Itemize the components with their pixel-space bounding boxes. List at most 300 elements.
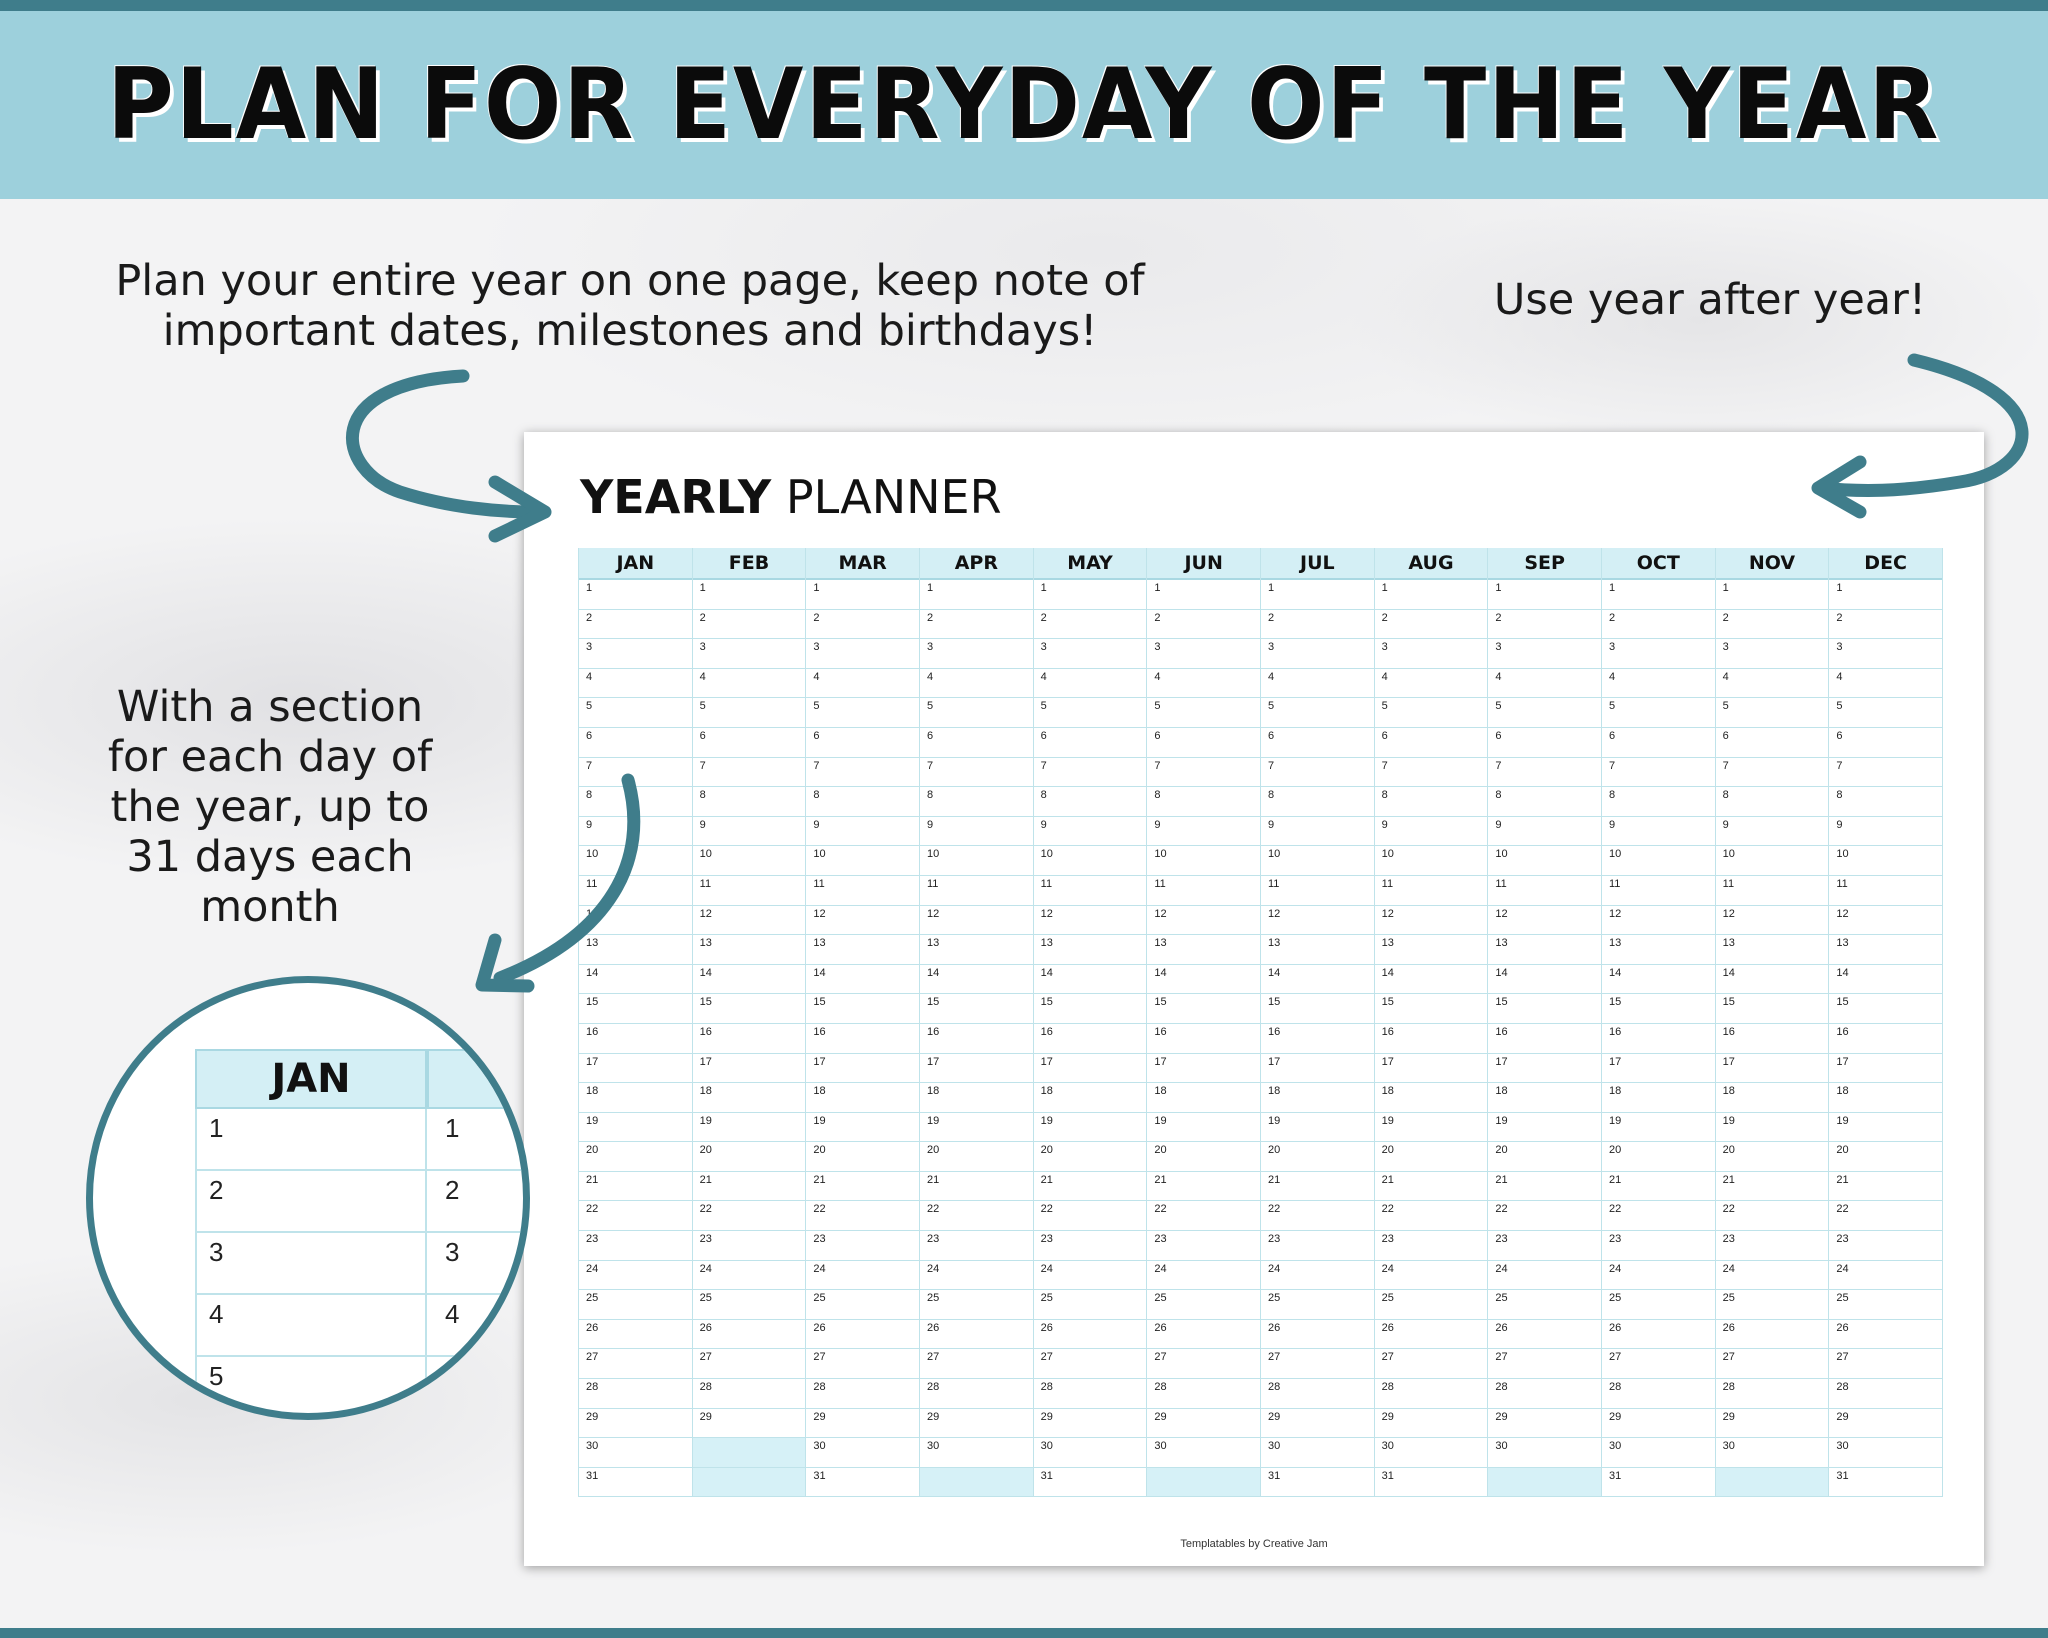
day-cell: 14 bbox=[920, 965, 1033, 995]
day-cell: 15 bbox=[579, 994, 692, 1024]
day-cell: 21 bbox=[1261, 1172, 1374, 1202]
day-cell: 28 bbox=[1261, 1379, 1374, 1409]
day-cell: 16 bbox=[579, 1024, 692, 1054]
day-cell: 10 bbox=[1261, 846, 1374, 876]
day-cell: 19 bbox=[579, 1113, 692, 1143]
day-cell: 27 bbox=[1829, 1349, 1942, 1379]
day-cell: 25 bbox=[1034, 1290, 1147, 1320]
day-cell: 3 bbox=[920, 639, 1033, 669]
day-cell: 12 bbox=[920, 906, 1033, 936]
day-cell: 12 bbox=[1716, 906, 1829, 936]
day-cell: 5 bbox=[1716, 698, 1829, 728]
day-cell: 17 bbox=[1375, 1054, 1488, 1084]
day-cell: 30 bbox=[1147, 1438, 1260, 1468]
month-header: SEP bbox=[1488, 548, 1601, 580]
day-cell: 13 bbox=[1261, 935, 1374, 965]
day-cell: 14 bbox=[1034, 965, 1147, 995]
day-cell: 17 bbox=[1829, 1054, 1942, 1084]
day-cell: 22 bbox=[806, 1201, 919, 1231]
day-cell: 16 bbox=[806, 1024, 919, 1054]
day-cell: 18 bbox=[1261, 1083, 1374, 1113]
day-cell: 22 bbox=[920, 1201, 1033, 1231]
day-cell: 12 bbox=[1375, 906, 1488, 936]
day-cell: 13 bbox=[1488, 935, 1601, 965]
day-cell: 29 bbox=[1716, 1409, 1829, 1439]
day-cell: 31 bbox=[806, 1468, 919, 1498]
zoom-day-row: 5 bbox=[195, 1357, 427, 1419]
day-cell: 6 bbox=[1147, 728, 1260, 758]
day-cell: 23 bbox=[1375, 1231, 1488, 1261]
month-header: JUN bbox=[1147, 548, 1260, 580]
day-cell: 22 bbox=[579, 1201, 692, 1231]
day-cell: 29 bbox=[1034, 1409, 1147, 1439]
day-cell: 10 bbox=[1829, 846, 1942, 876]
day-cell: 27 bbox=[1602, 1349, 1715, 1379]
day-cell: 8 bbox=[1375, 787, 1488, 817]
day-cell: 3 bbox=[1829, 639, 1942, 669]
day-cell: 1 bbox=[1602, 580, 1715, 610]
day-cell: 2 bbox=[1829, 610, 1942, 640]
day-cell: 9 bbox=[1147, 817, 1260, 847]
day-cell: 9 bbox=[693, 817, 806, 847]
day-cell: 21 bbox=[1034, 1172, 1147, 1202]
day-cell: 1 bbox=[1716, 580, 1829, 610]
day-cell: 20 bbox=[1375, 1142, 1488, 1172]
day-cell: 24 bbox=[1829, 1261, 1942, 1291]
day-cell: 29 bbox=[1829, 1409, 1942, 1439]
day-cell: 3 bbox=[1375, 639, 1488, 669]
day-cell: 30 bbox=[579, 1438, 692, 1468]
day-cell: 17 bbox=[1147, 1054, 1260, 1084]
day-cell: 27 bbox=[1034, 1349, 1147, 1379]
day-cell: 10 bbox=[1602, 846, 1715, 876]
day-cell: 4 bbox=[1716, 669, 1829, 699]
day-cell: 22 bbox=[1261, 1201, 1374, 1231]
day-cell: 5 bbox=[806, 698, 919, 728]
day-cell: 17 bbox=[1261, 1054, 1374, 1084]
day-cell: 22 bbox=[1602, 1201, 1715, 1231]
day-cell: 25 bbox=[1829, 1290, 1942, 1320]
day-cell: 19 bbox=[1034, 1113, 1147, 1143]
day-cell: 5 bbox=[1829, 698, 1942, 728]
day-cell: 22 bbox=[1716, 1201, 1829, 1231]
day-cell: 18 bbox=[693, 1083, 806, 1113]
day-cell: 4 bbox=[1829, 669, 1942, 699]
day-cell: 22 bbox=[1034, 1201, 1147, 1231]
day-cell: 3 bbox=[1261, 639, 1374, 669]
day-cell: 11 bbox=[693, 876, 806, 906]
day-cell: 13 bbox=[920, 935, 1033, 965]
day-cell: 7 bbox=[1261, 758, 1374, 788]
day-cell: 4 bbox=[1488, 669, 1601, 699]
caption-reuse: Use year after year! bbox=[1493, 275, 1927, 325]
day-cell: 15 bbox=[1147, 994, 1260, 1024]
day-cell: 9 bbox=[1716, 817, 1829, 847]
day-cell: 1 bbox=[1034, 580, 1147, 610]
day-cell: 23 bbox=[579, 1231, 692, 1261]
day-cell: 13 bbox=[1829, 935, 1942, 965]
day-cell: 14 bbox=[1602, 965, 1715, 995]
day-cell: 30 bbox=[1034, 1438, 1147, 1468]
day-cell: 24 bbox=[579, 1261, 692, 1291]
day-cell: 31 bbox=[579, 1468, 692, 1498]
day-cell: 16 bbox=[920, 1024, 1033, 1054]
day-cell: 27 bbox=[579, 1349, 692, 1379]
day-cell: 26 bbox=[693, 1320, 806, 1350]
day-cell: 2 bbox=[1602, 610, 1715, 640]
day-cell: 25 bbox=[1147, 1290, 1260, 1320]
day-cell: 10 bbox=[1147, 846, 1260, 876]
day-cell: 2 bbox=[1261, 610, 1374, 640]
day-cell: 9 bbox=[1829, 817, 1942, 847]
day-cell: 12 bbox=[1261, 906, 1374, 936]
day-cell: 18 bbox=[1488, 1083, 1601, 1113]
day-cell: 1 bbox=[693, 580, 806, 610]
day-cell: 8 bbox=[1147, 787, 1260, 817]
month-header: MAY bbox=[1034, 548, 1147, 580]
day-cell: 29 bbox=[806, 1409, 919, 1439]
day-cell: 14 bbox=[1147, 965, 1260, 995]
day-cell: 28 bbox=[693, 1379, 806, 1409]
day-cell: 31 bbox=[1261, 1468, 1374, 1498]
day-cell: 27 bbox=[693, 1349, 806, 1379]
day-cell: 5 bbox=[1375, 698, 1488, 728]
caption-line: important dates, milestones and birthdays! bbox=[162, 306, 1098, 356]
day-cell: 15 bbox=[806, 994, 919, 1024]
day-cell: 7 bbox=[1602, 758, 1715, 788]
day-cell: 24 bbox=[806, 1261, 919, 1291]
day-cell: 31 bbox=[1375, 1468, 1488, 1498]
day-cell: 20 bbox=[1147, 1142, 1260, 1172]
month-header: MAR bbox=[806, 548, 919, 580]
day-cell: 5 bbox=[1034, 698, 1147, 728]
arrow-section-curve bbox=[500, 780, 634, 978]
day-cell: 23 bbox=[806, 1231, 919, 1261]
day-cell: 8 bbox=[920, 787, 1033, 817]
day-cell: 4 bbox=[1375, 669, 1488, 699]
day-cell: 25 bbox=[693, 1290, 806, 1320]
day-cell: 19 bbox=[1829, 1113, 1942, 1143]
day-cell: 8 bbox=[1034, 787, 1147, 817]
day-cell: 25 bbox=[1261, 1290, 1374, 1320]
day-cell: 6 bbox=[1716, 728, 1829, 758]
day-cell: 7 bbox=[920, 758, 1033, 788]
day-cell: 21 bbox=[1602, 1172, 1715, 1202]
month-header: NOV bbox=[1716, 548, 1829, 580]
day-cell: 8 bbox=[579, 787, 692, 817]
day-cell: 3 bbox=[1147, 639, 1260, 669]
day-cell: 7 bbox=[1829, 758, 1942, 788]
day-cell: 24 bbox=[1602, 1261, 1715, 1291]
day-cell: 26 bbox=[1716, 1320, 1829, 1350]
day-cell: 18 bbox=[1147, 1083, 1260, 1113]
day-cell: 30 bbox=[1829, 1438, 1942, 1468]
day-cell: 18 bbox=[1602, 1083, 1715, 1113]
zoom-next-day-row: 5 bbox=[427, 1357, 530, 1419]
caption-line: 31 days each bbox=[126, 832, 414, 882]
day-cell: 21 bbox=[693, 1172, 806, 1202]
day-cell: 7 bbox=[693, 758, 806, 788]
day-cell: 31 bbox=[1034, 1468, 1147, 1498]
day-cell: 11 bbox=[1375, 876, 1488, 906]
day-cell: 16 bbox=[1829, 1024, 1942, 1054]
day-cell: 16 bbox=[693, 1024, 806, 1054]
day-cell: 23 bbox=[920, 1231, 1033, 1261]
day-cell: 5 bbox=[579, 698, 692, 728]
day-cell: 20 bbox=[1488, 1142, 1601, 1172]
day-cell: 30 bbox=[1716, 1438, 1829, 1468]
day-cell: 6 bbox=[693, 728, 806, 758]
day-cell: 17 bbox=[693, 1054, 806, 1084]
day-cell: 23 bbox=[693, 1231, 806, 1261]
day-cell: 10 bbox=[579, 846, 692, 876]
day-cell: 16 bbox=[1034, 1024, 1147, 1054]
day-cell: 6 bbox=[1261, 728, 1374, 758]
day-cell: 1 bbox=[1261, 580, 1374, 610]
day-cell: 7 bbox=[579, 758, 692, 788]
day-cell: 19 bbox=[1716, 1113, 1829, 1143]
day-cell: 24 bbox=[920, 1261, 1033, 1291]
day-cell: 16 bbox=[1375, 1024, 1488, 1054]
day-cell: 5 bbox=[1602, 698, 1715, 728]
day-cell: 26 bbox=[1147, 1320, 1260, 1350]
day-cell: 1 bbox=[1147, 580, 1260, 610]
day-cell: 15 bbox=[920, 994, 1033, 1024]
day-cell: 27 bbox=[1261, 1349, 1374, 1379]
day-cell: 2 bbox=[693, 610, 806, 640]
day-cell: 1 bbox=[1375, 580, 1488, 610]
day-cell: 19 bbox=[693, 1113, 806, 1143]
day-cell: 5 bbox=[920, 698, 1033, 728]
day-cell: 30 bbox=[1375, 1438, 1488, 1468]
zoom-month-header: JAN bbox=[195, 1049, 427, 1109]
day-cell: 23 bbox=[1716, 1231, 1829, 1261]
month-header: OCT bbox=[1602, 548, 1715, 580]
day-cell: 28 bbox=[1034, 1379, 1147, 1409]
day-cell: 17 bbox=[806, 1054, 919, 1084]
day-cell: 26 bbox=[1261, 1320, 1374, 1350]
day-cell: 3 bbox=[1034, 639, 1147, 669]
day-cell: 25 bbox=[579, 1290, 692, 1320]
day-cell: 8 bbox=[1829, 787, 1942, 817]
day-cell: 8 bbox=[806, 787, 919, 817]
day-cell: 30 bbox=[806, 1438, 919, 1468]
planner-footer: Templatables by Creative Jam bbox=[1180, 1538, 1328, 1550]
day-cell: 9 bbox=[1034, 817, 1147, 847]
bottom-border bbox=[0, 1628, 2048, 1638]
day-cell: 7 bbox=[1716, 758, 1829, 788]
day-cell: 8 bbox=[1261, 787, 1374, 817]
day-cell: 29 bbox=[1261, 1409, 1374, 1439]
day-cell: 7 bbox=[1147, 758, 1260, 788]
day-cell: 4 bbox=[1261, 669, 1374, 699]
day-cell: 11 bbox=[1716, 876, 1829, 906]
day-cell: 14 bbox=[1375, 965, 1488, 995]
day-cell: 6 bbox=[1488, 728, 1601, 758]
caption-line: month bbox=[200, 882, 340, 932]
day-cell: 16 bbox=[1261, 1024, 1374, 1054]
day-cell: 17 bbox=[579, 1054, 692, 1084]
day-cell: 1 bbox=[1488, 580, 1601, 610]
day-cell: 19 bbox=[1375, 1113, 1488, 1143]
day-cell: 2 bbox=[920, 610, 1033, 640]
month-header: FEB bbox=[693, 548, 806, 580]
day-cell: 24 bbox=[1716, 1261, 1829, 1291]
day-cell: 21 bbox=[1375, 1172, 1488, 1202]
day-cell: 3 bbox=[1602, 639, 1715, 669]
day-cell: 28 bbox=[579, 1379, 692, 1409]
day-cell: 13 bbox=[1375, 935, 1488, 965]
day-cell: 4 bbox=[693, 669, 806, 699]
day-cell: 11 bbox=[806, 876, 919, 906]
day-cell: 2 bbox=[1488, 610, 1601, 640]
day-cell: 24 bbox=[1375, 1261, 1488, 1291]
day-cell: 10 bbox=[693, 846, 806, 876]
day-cell: 18 bbox=[920, 1083, 1033, 1113]
day-cell: 29 bbox=[693, 1409, 806, 1439]
day-cell: 27 bbox=[1716, 1349, 1829, 1379]
day-cell: 14 bbox=[1716, 965, 1829, 995]
day-cell: 9 bbox=[1602, 817, 1715, 847]
day-cell: 14 bbox=[806, 965, 919, 995]
day-cell: 6 bbox=[806, 728, 919, 758]
day-cell: 1 bbox=[579, 580, 692, 610]
day-cell: 12 bbox=[1147, 906, 1260, 936]
day-cell: 21 bbox=[806, 1172, 919, 1202]
day-cell: 13 bbox=[1716, 935, 1829, 965]
day-cell: 22 bbox=[1829, 1201, 1942, 1231]
day-cell: 29 bbox=[579, 1409, 692, 1439]
day-cell: 24 bbox=[1488, 1261, 1601, 1291]
day-cell: 20 bbox=[579, 1142, 692, 1172]
day-cell: 7 bbox=[1375, 758, 1488, 788]
day-cell: 28 bbox=[1602, 1379, 1715, 1409]
day-cell: 11 bbox=[920, 876, 1033, 906]
day-cell: 31 bbox=[1602, 1468, 1715, 1498]
day-cell: 18 bbox=[806, 1083, 919, 1113]
caption-line: for each day of bbox=[107, 732, 433, 782]
day-cell: 22 bbox=[1375, 1201, 1488, 1231]
day-cell: 19 bbox=[1261, 1113, 1374, 1143]
day-cell: 22 bbox=[1488, 1201, 1601, 1231]
day-cell: 12 bbox=[1602, 906, 1715, 936]
zoom-next-day-row: 2 bbox=[427, 1171, 530, 1233]
caption-line: the year, up to bbox=[110, 782, 430, 832]
day-cell: 11 bbox=[1488, 876, 1601, 906]
zoom-day-row: 3 bbox=[195, 1233, 427, 1295]
day-cell: 9 bbox=[579, 817, 692, 847]
day-cell: 6 bbox=[1375, 728, 1488, 758]
day-cell: 17 bbox=[1034, 1054, 1147, 1084]
day-cell: 25 bbox=[1488, 1290, 1601, 1320]
day-cell: 18 bbox=[579, 1083, 692, 1113]
caption-line: With a section bbox=[116, 682, 424, 732]
day-cell: 6 bbox=[579, 728, 692, 758]
day-cell: 7 bbox=[1488, 758, 1601, 788]
day-cell: 28 bbox=[1375, 1379, 1488, 1409]
day-cell: 17 bbox=[1602, 1054, 1715, 1084]
day-cell: 14 bbox=[1829, 965, 1942, 995]
day-cell: 30 bbox=[920, 1438, 1033, 1468]
day-cell: 25 bbox=[806, 1290, 919, 1320]
day-cell: 11 bbox=[1602, 876, 1715, 906]
day-cell: 3 bbox=[693, 639, 806, 669]
day-cell: 28 bbox=[1716, 1379, 1829, 1409]
day-cell: 7 bbox=[1034, 758, 1147, 788]
day-cell: 3 bbox=[1488, 639, 1601, 669]
day-cell: 18 bbox=[1034, 1083, 1147, 1113]
day-cell: 26 bbox=[806, 1320, 919, 1350]
day-cell: 15 bbox=[1488, 994, 1601, 1024]
day-cell: 1 bbox=[920, 580, 1033, 610]
day-cell: 12 bbox=[1488, 906, 1601, 936]
day-cell: 25 bbox=[1375, 1290, 1488, 1320]
day-cell: 14 bbox=[693, 965, 806, 995]
day-cell: 3 bbox=[579, 639, 692, 669]
day-cell: 6 bbox=[1829, 728, 1942, 758]
day-cell: 2 bbox=[806, 610, 919, 640]
day-cell: 19 bbox=[1602, 1113, 1715, 1143]
day-cell: 19 bbox=[920, 1113, 1033, 1143]
day-cell: 12 bbox=[579, 906, 692, 936]
day-cell: 10 bbox=[920, 846, 1033, 876]
day-cell: 23 bbox=[1602, 1231, 1715, 1261]
day-cell: 6 bbox=[920, 728, 1033, 758]
day-cell: 15 bbox=[1716, 994, 1829, 1024]
day-cell: 21 bbox=[579, 1172, 692, 1202]
month-header: APR bbox=[920, 548, 1033, 580]
day-cell: 23 bbox=[1488, 1231, 1601, 1261]
day-cell: 27 bbox=[1147, 1349, 1260, 1379]
day-cell: 6 bbox=[1602, 728, 1715, 758]
day-cell: 9 bbox=[1375, 817, 1488, 847]
day-cell: 2 bbox=[1034, 610, 1147, 640]
day-cell: 27 bbox=[1375, 1349, 1488, 1379]
day-cell: 11 bbox=[579, 876, 692, 906]
day-cell: 27 bbox=[920, 1349, 1033, 1379]
day-cell: 29 bbox=[1375, 1409, 1488, 1439]
zoom-next-day-row: 4 bbox=[427, 1295, 530, 1357]
day-cell: 24 bbox=[693, 1261, 806, 1291]
day-cell: 8 bbox=[1716, 787, 1829, 817]
day-cell: 8 bbox=[693, 787, 806, 817]
day-cell: 28 bbox=[1147, 1379, 1260, 1409]
day-cell: 12 bbox=[693, 906, 806, 936]
day-cell: 6 bbox=[1034, 728, 1147, 758]
day-cell: 8 bbox=[1602, 787, 1715, 817]
day-cell: 9 bbox=[920, 817, 1033, 847]
day-cell: 23 bbox=[1261, 1231, 1374, 1261]
day-cell: 11 bbox=[1829, 876, 1942, 906]
day-cell: 21 bbox=[1488, 1172, 1601, 1202]
month-header: JUL bbox=[1261, 548, 1374, 580]
day-cell: 20 bbox=[920, 1142, 1033, 1172]
zoom-next-day-row: 1 bbox=[427, 1109, 530, 1171]
day-cell: 22 bbox=[693, 1201, 806, 1231]
caption-line: Plan your entire year on one page, keep note of bbox=[115, 256, 1145, 306]
day-cell: 14 bbox=[1488, 965, 1601, 995]
day-cell: 15 bbox=[1034, 994, 1147, 1024]
day-cell: 4 bbox=[1602, 669, 1715, 699]
day-cell: 26 bbox=[1488, 1320, 1601, 1350]
day-cell: 11 bbox=[1261, 876, 1374, 906]
day-cell: 16 bbox=[1716, 1024, 1829, 1054]
day-cell: 27 bbox=[1488, 1349, 1601, 1379]
day-cell: 28 bbox=[1829, 1379, 1942, 1409]
day-cell: 3 bbox=[806, 639, 919, 669]
day-cell: 20 bbox=[693, 1142, 806, 1172]
day-cell: 10 bbox=[1375, 846, 1488, 876]
